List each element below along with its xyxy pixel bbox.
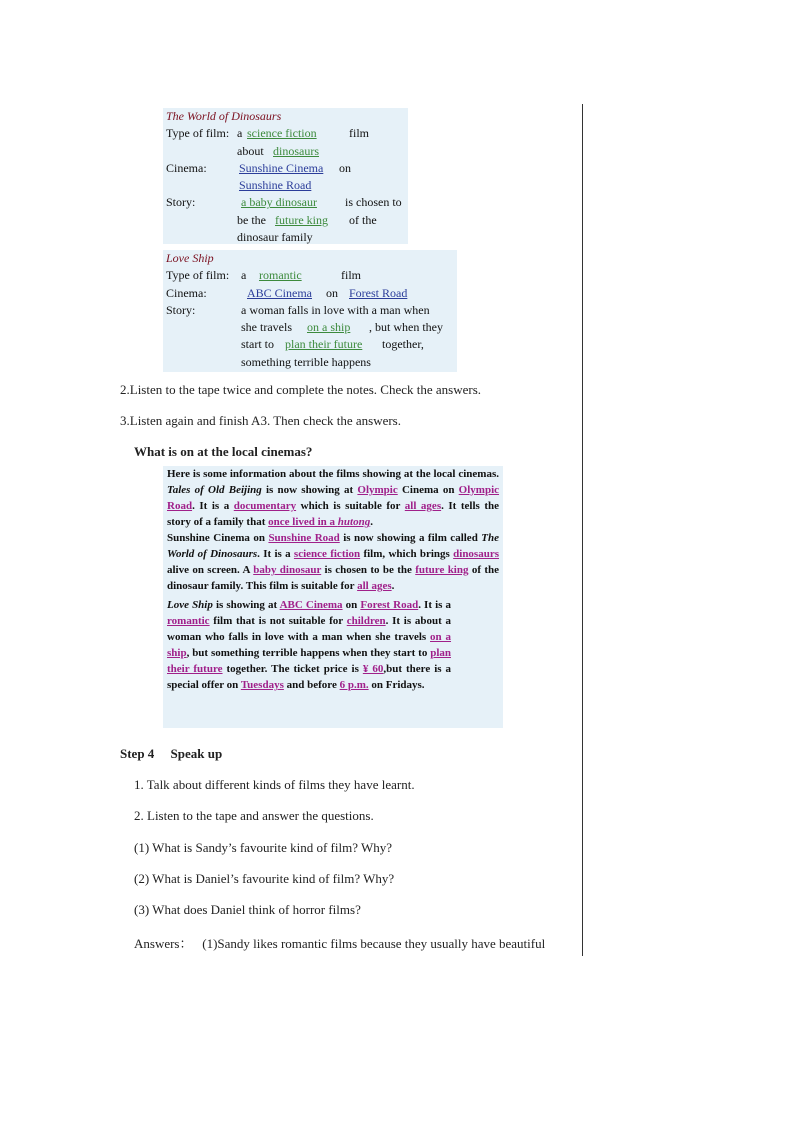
step4-item-2: 2. Listen to the tape and answer the questions. [134, 808, 374, 823]
passage-text: Here is some information about the films showing at the local cinemas. [167, 468, 499, 480]
card-title: Love Ship [166, 251, 214, 265]
answer-blank: Tuesdays [240, 679, 284, 691]
passage-text: . It is a [418, 599, 451, 611]
type-value: science fiction [247, 126, 317, 141]
answer-blank: romantic [167, 615, 210, 627]
passage-text: . It is a [192, 500, 234, 512]
passage-text: . It is a [257, 548, 294, 560]
about-value: dinosaurs [273, 143, 319, 158]
type-suffix: film [349, 126, 369, 141]
question-2: (2) What is Daniel’s favourite kind of film? Why? [134, 871, 395, 886]
story2-prefix: be the [237, 212, 266, 227]
story2-prefix: she travels [241, 320, 292, 335]
story2-suffix: , but when they [369, 320, 443, 335]
passage-text: together. The ticket price is [222, 663, 363, 675]
film-title: The World of Dinosaurs [167, 532, 499, 560]
story2-suffix: of the [349, 212, 377, 227]
cinema-value: ABC Cinema [247, 285, 312, 300]
story-label: Story: [166, 195, 196, 210]
cinema-road: Forest Road [349, 285, 408, 300]
type-value: romantic [259, 268, 302, 283]
answer-blank: science fiction [293, 548, 361, 560]
answer-blank: ¥ 60 [362, 663, 384, 675]
card-title: The World of Dinosaurs [166, 109, 282, 123]
about-prefix: about [237, 143, 264, 158]
passage-paragraph-2 [163, 530, 503, 594]
story3: dinosaur family [237, 230, 313, 245]
answer-blank: Olympic [357, 484, 398, 496]
answer-blank: Sunshine Road [268, 532, 340, 544]
table-border-line [582, 104, 583, 956]
cinema-on: on [326, 285, 338, 300]
passage-text: . It tells the story of a family that [167, 500, 500, 528]
question-3: (3) What does Daniel think of horror films? [134, 902, 361, 917]
passage-text: . [391, 580, 395, 592]
answer-blank: documentary [233, 500, 297, 512]
passage-text: is showing at [212, 599, 280, 611]
passage-text: ,but there is a special offer on [167, 663, 452, 691]
answer-blank: Forest Road [360, 599, 419, 611]
step4-heading: Step 4 Speak up [120, 746, 223, 761]
answer-blank: children [346, 615, 386, 627]
passage-paragraph-3 [163, 597, 503, 693]
type-prefix: a [241, 268, 247, 283]
answer-blank: plan their future [167, 647, 451, 675]
answer-blank: future king [415, 564, 469, 576]
story2-value: on a ship [307, 320, 351, 335]
passage-text: is now showing a film called [339, 532, 482, 544]
story3-value: plan their future [285, 337, 363, 352]
answer-blank: Olympic Road [167, 484, 500, 512]
story3-prefix: start to [241, 337, 274, 352]
cinemas-passage [163, 466, 503, 728]
passage-text: film, which brings [360, 548, 454, 560]
story1: a woman falls in love with a man when [241, 302, 430, 317]
instruction-2: 2.Listen to the tape twice and complete the notes. Check the answers. [120, 382, 481, 397]
story-value: a baby dinosaur [241, 195, 317, 210]
question-1: (1) What is Sandy’s favourite kind of film? Why? [134, 840, 393, 855]
cinema-value: Sunshine Cinema [239, 160, 324, 175]
passage-text: of the dinosaur family. This film is suitable for [167, 564, 500, 592]
passage-text: and before [283, 679, 340, 691]
answer-blank: ABC Cinema [279, 599, 343, 611]
passage-text: which is suitable for [296, 500, 405, 512]
passage-text: is chosen to be the [321, 564, 416, 576]
passage-text: . [370, 516, 373, 528]
story2-value: future king [275, 212, 328, 227]
film-title: Love Ship [167, 599, 213, 611]
passage-text: is now showing at [261, 484, 358, 496]
type-suffix: film [341, 268, 361, 283]
passage-text: Sunshine Cinema on [167, 532, 269, 544]
dinosaurs-notes-card [163, 108, 408, 244]
answer-blank: dinosaurs [453, 548, 499, 560]
film-title: Tales of Old Beijing [167, 484, 262, 496]
step4-item-1: 1. Talk about different kinds of films they have learnt. [134, 777, 415, 792]
answer-blank: on a ship [167, 631, 452, 659]
cinema-label: Cinema: [166, 160, 207, 175]
answer-blank: baby dinosaur [253, 564, 322, 576]
passage-text: film that is not suitable for [209, 615, 347, 627]
story-label: Story: [166, 302, 196, 317]
passage-text: . It is about a woman who falls in love with a man when she travels [167, 615, 451, 643]
cinemas-heading: What is on at the local cinemas? [134, 444, 313, 459]
type-label: Type of film: [166, 126, 230, 141]
answer-blank: all ages [404, 500, 442, 512]
answer-blank: 6 p.m. [339, 679, 369, 691]
passage-text: on Fridays. [368, 679, 425, 691]
loveship-notes-card [163, 250, 457, 372]
story3-suffix: together, [382, 337, 424, 352]
passage-text: , but something terrible happens when they start to [186, 647, 431, 659]
answers-line: Answers： (1)Sandy likes romantic films because they usually have beautiful [134, 936, 546, 951]
cinema-road: Sunshine Road [239, 178, 312, 193]
passage-text: Cinema on [397, 484, 459, 496]
answer-blank: all ages [357, 580, 392, 592]
passage-text: alive on screen. A [167, 564, 254, 576]
cinema-label: Cinema: [166, 285, 207, 300]
passage-text: on [342, 599, 361, 611]
cinema-on: on [339, 160, 351, 175]
type-label: Type of film: [166, 268, 230, 283]
story4: something terrible happens [241, 354, 371, 369]
answer-blank: once lived in a [268, 516, 338, 528]
type-prefix: a [237, 126, 243, 141]
instruction-3: 3.Listen again and finish A3. Then check the answers. [120, 413, 401, 428]
passage-paragraph-1 [163, 466, 503, 530]
answer-blank-italic: hutong [337, 516, 371, 528]
story-suffix: is chosen to [345, 195, 402, 210]
